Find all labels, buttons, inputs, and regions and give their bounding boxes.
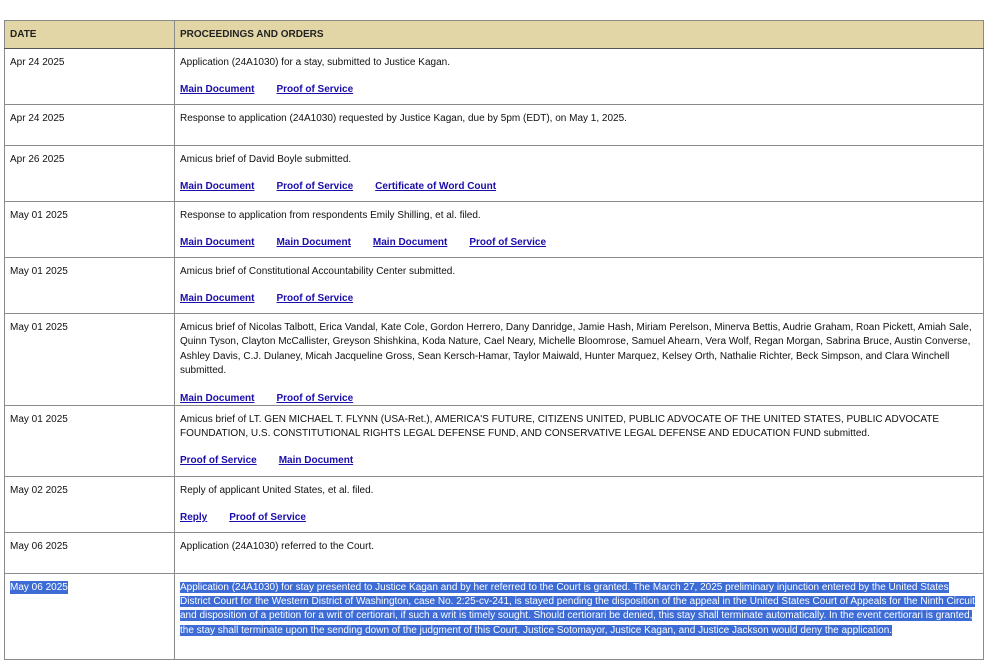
entry-date: Apr 26 2025 (10, 154, 65, 165)
date-cell (5, 314, 175, 406)
date-cell (5, 532, 175, 573)
date-cell (5, 405, 175, 476)
entry-description: Amicus brief of Constitutional Accountability Center submitted. (180, 266, 456, 277)
main-document-link[interactable]: Main Document (276, 237, 351, 249)
proceedings-content (175, 406, 983, 468)
proceedings-cell (175, 258, 984, 314)
docket-row (5, 573, 984, 659)
proceedings-content (175, 49, 983, 96)
docket-row (5, 146, 984, 202)
entry-date: Apr 24 2025 (10, 113, 65, 124)
entry-description: Response to application (24A1030) requested by Justice Kagan, due by 5pm (EDT), on May 1, 2025. (180, 113, 627, 124)
main-document-link[interactable]: Main Document (372, 237, 448, 249)
proof-of-service-link[interactable]: Proof of Service (276, 181, 354, 193)
entry-description: Response to application from respondents Emily Shilling, et al. filed. (180, 210, 481, 221)
proceedings-cell (175, 202, 984, 258)
docket-row (5, 258, 984, 314)
proceedings-cell (175, 314, 984, 406)
docket-table (4, 20, 984, 660)
date-cell (5, 105, 175, 146)
docket-row (5, 476, 984, 532)
document-links (180, 236, 977, 249)
entry-date: May 06 2025 (10, 581, 68, 593)
proceedings-content (175, 477, 983, 524)
proceedings-content (175, 314, 983, 405)
entry-date: May 01 2025 (10, 322, 68, 333)
entry-description: Application (24A1030) for stay presented to Justice Kagan and by her referred to the Court is granted. The March 27, 2025 preliminary injunction entered by the United States District Court for the Western District of Washington, case No. 2:25-cv-241, is stayed pending the disposition of the appeal in the United States Court of Appeals for the Ninth Circuit and disposition of a petition for a writ of certiorari, if such a writ is timely sought. Should certiorari be denied, this stay shall terminate automatically. In the event certiorari is granted, the stay shall terminate upon the sending down of the judgment of this Court. Justice Sotomayor, Justice Kagan, and Justice Jackson would deny the application. (180, 581, 975, 636)
document-links (180, 454, 977, 467)
certificate-of-word-count-link[interactable]: Certificate of Word Count (375, 181, 497, 193)
main-document-link[interactable]: Main Document (180, 237, 255, 249)
entry-description: Reply of applicant United States, et al. filed. (180, 484, 374, 496)
entry-description: Amicus brief of David Boyle submitted. (180, 154, 352, 165)
main-document-link[interactable]: Main Document (278, 455, 354, 467)
proceedings-content (175, 105, 983, 126)
proof-of-service-link[interactable]: Proof of Service (276, 392, 354, 404)
proof-of-service-link[interactable]: Proof of Service (229, 512, 306, 524)
entry-description: Application (24A1030) for a stay, submitted to Justice Kagan. (180, 57, 450, 68)
proceedings-cell (175, 405, 984, 476)
proof-of-service-link[interactable]: Proof of Service (180, 455, 257, 467)
proof-of-service-link[interactable]: Proof of Service (276, 84, 354, 96)
entry-date: Apr 24 2025 (10, 57, 65, 68)
proceedings-content (175, 533, 983, 554)
date-cell (5, 573, 175, 659)
proceedings-cell (175, 146, 984, 202)
proceedings-cell (175, 105, 984, 146)
date-cell (5, 49, 175, 105)
proof-of-service-link[interactable]: Proof of Service (276, 293, 354, 305)
docket-row (5, 202, 984, 258)
date-cell (5, 476, 175, 532)
main-document-link[interactable]: Main Document (180, 84, 255, 96)
proceedings-cell (175, 49, 984, 105)
reply-link[interactable]: Reply (180, 512, 208, 524)
docket-row (5, 314, 984, 406)
date-cell (5, 146, 175, 202)
proceedings-content (175, 202, 983, 249)
main-document-link[interactable]: Main Document (180, 392, 255, 404)
proceedings-cell (175, 476, 984, 532)
date-cell (5, 202, 175, 258)
date-column-header: DATE (5, 21, 175, 49)
entry-date: May 02 2025 (10, 484, 68, 496)
document-links (180, 83, 977, 96)
proceedings-content (175, 258, 983, 305)
proceedings-column-header: PROCEEDINGS AND ORDERS (175, 21, 984, 49)
document-links (180, 180, 977, 193)
entry-date: May 01 2025 (10, 266, 68, 277)
header-row (5, 21, 984, 49)
docket-row (5, 49, 984, 105)
main-document-link[interactable]: Main Document (180, 181, 255, 193)
entry-description: Application (24A1030) referred to the Court. (180, 540, 374, 552)
proceedings-cell (175, 532, 984, 573)
proceedings-content (175, 146, 983, 193)
docket-row (5, 532, 984, 573)
document-links (180, 392, 977, 405)
proceedings-content (175, 574, 983, 639)
entry-date: May 06 2025 (10, 540, 68, 552)
entry-description: Amicus brief of Nicolas Talbott, Erica Vandal, Kate Cole, Gordon Herrero, Dany Danridge, Jamie Hash, Miriam Perelson, Minerva Bettis, Audrie Graham, Roan Pickett, Amiah Sale, Quinn Tyson, Clayton McCallister, Greyson Shishkina, Koda Nature, Cael Neary, Michelle Bloomrose, Samuel Ahearn, Vera Wolf, Regan Morgan, Sabrina Bruce, Austin Converse, Ashley Davis, C.J. Dulaney, Micah Jacqueline Gross, Sean Kersch-Hamar, Taylor Maiwald, Hunter Marquez, Kelsey Orth, Nathalie Richter, Beck Simpson, and Clara Winchell submitted. (180, 322, 972, 377)
date-cell (5, 258, 175, 314)
document-links (180, 511, 977, 524)
docket-row (5, 105, 984, 146)
entry-date: May 01 2025 (10, 413, 68, 425)
main-document-link[interactable]: Main Document (180, 293, 255, 305)
entry-date: May 01 2025 (10, 210, 68, 221)
document-links (180, 292, 977, 305)
proceedings-cell (175, 573, 984, 659)
entry-description: Amicus brief of LT. GEN MICHAEL T. FLYNN (USA-Ret.), AMERICA'S FUTURE, CITIZENS UNITED, PUBLIC ADVOCATE OF THE UNITED STATES, PUBLIC ADVOCATE FOUNDATION, U.S. CONSTITUTIONAL RIGHTS LEGAL DEFENSE FUND, AND CONSERVATIVE LEGAL DEFENSE AND EDUCATION FUND submitted. (180, 413, 940, 440)
proof-of-service-link[interactable]: Proof of Service (469, 237, 547, 249)
docket-row (5, 405, 984, 476)
